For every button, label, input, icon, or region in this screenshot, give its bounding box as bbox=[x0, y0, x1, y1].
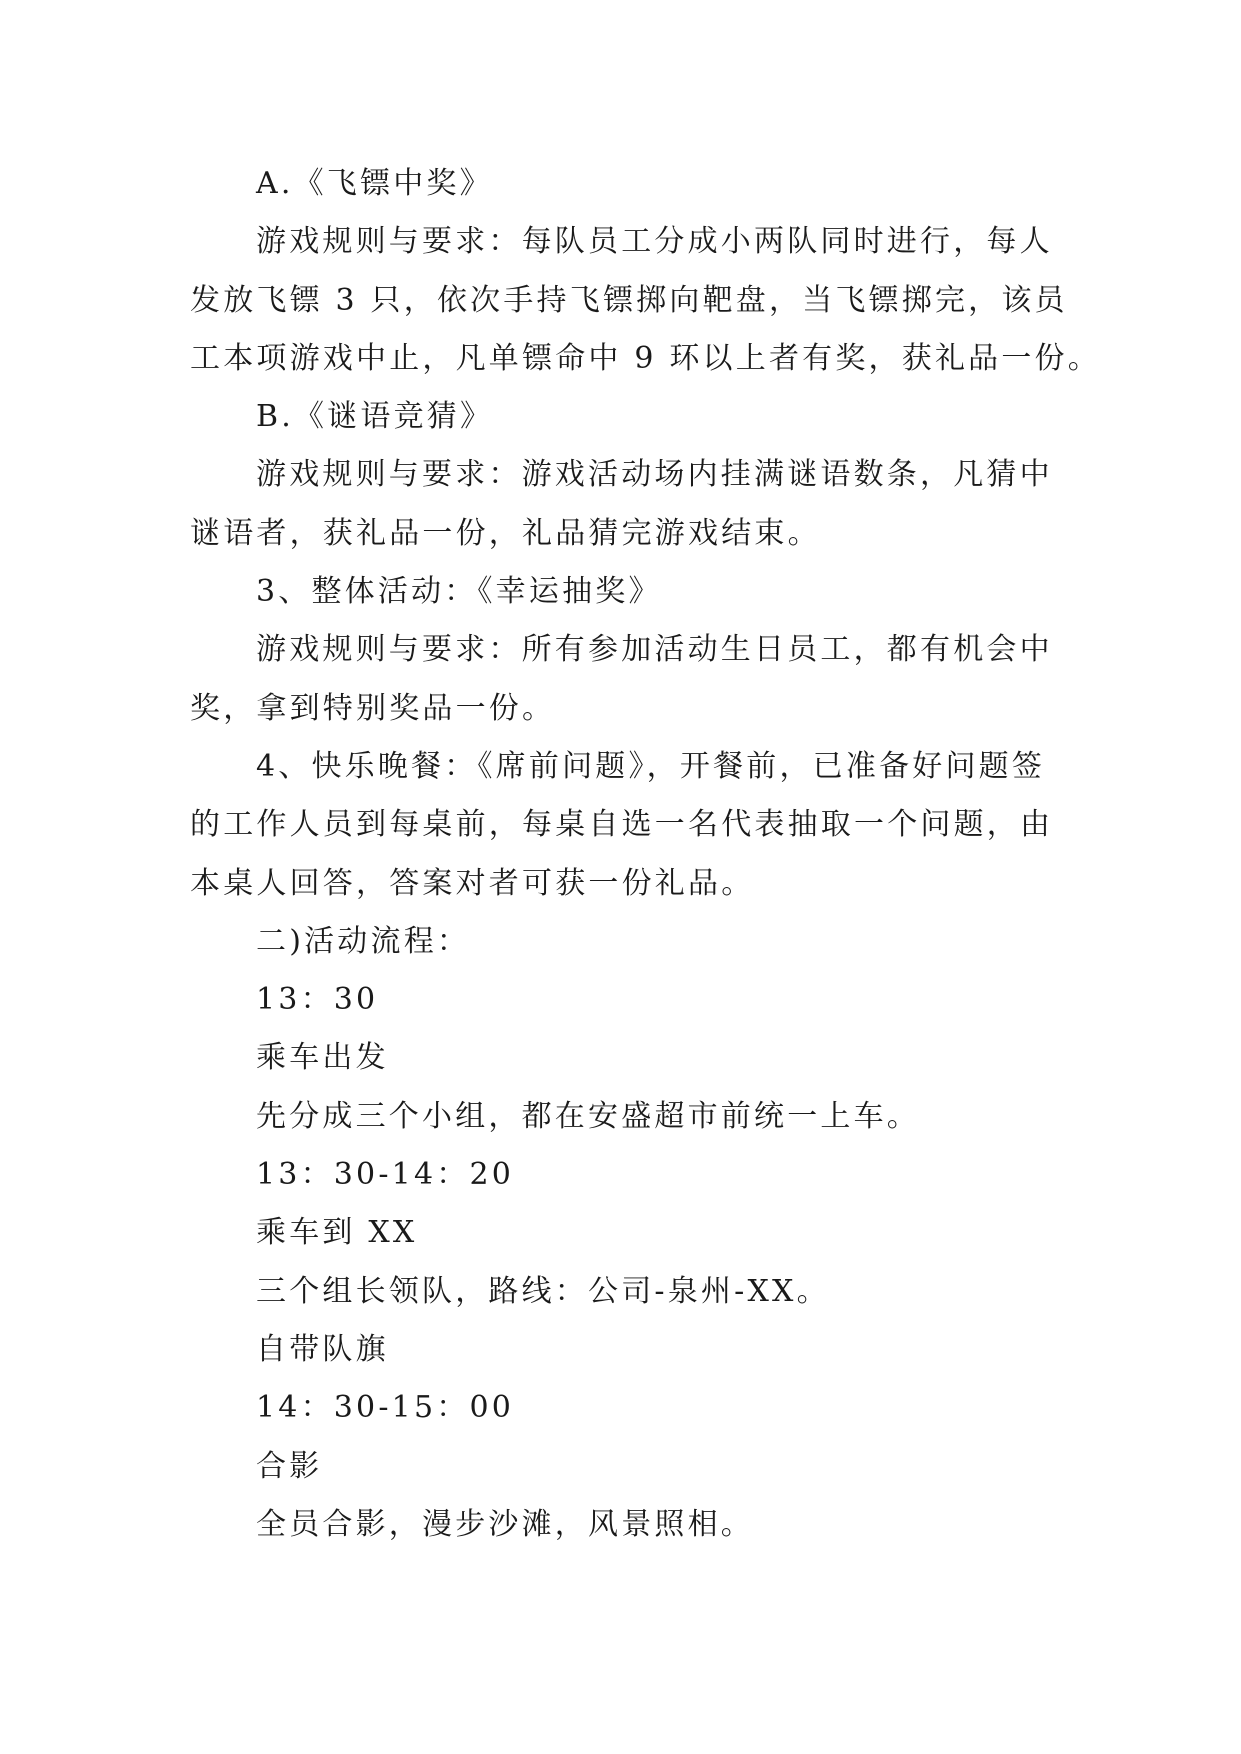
text-line: 工本项游戏中止，凡单镖命中 9 环以上者有奖，获礼品一份。 bbox=[190, 340, 1101, 376]
text-line: 先分成三个小组，都在安盛超市前统一上车。 bbox=[256, 1098, 920, 1134]
document-body bbox=[190, 155, 1101, 1554]
text-line: 本桌人回答，答案对者可获一份礼品。 bbox=[190, 865, 755, 901]
text-line: 奖，拿到特别奖品一份。 bbox=[190, 690, 556, 726]
text-line: 的工作人员到每桌前，每桌自选一名代表抽取一个问题，由 bbox=[190, 807, 1054, 843]
text-line: 13：30-14：20 bbox=[256, 1157, 515, 1193]
text-line: 13：30 bbox=[256, 982, 379, 1018]
text-line: 乘车出发 bbox=[256, 1040, 389, 1076]
text-line: 二)活动流程： bbox=[256, 923, 471, 959]
text-line: 3、整体活动：《幸运抽奖》 bbox=[256, 574, 662, 610]
text-line: 发放飞镖 3 只，依次手持飞镖掷向靶盘，当飞镖掷完，该员 bbox=[190, 282, 1068, 318]
text-line: 合影 bbox=[256, 1448, 323, 1484]
text-line: 游戏规则与要求：所有参加活动生日员工，都有机会中 bbox=[256, 632, 1053, 668]
text-line: 乘车到 XX bbox=[256, 1215, 418, 1251]
text-line: 谜语者，获礼品一份，礼品猜完游戏结束。 bbox=[190, 515, 821, 551]
text-line: 全员合影，漫步沙滩，风景照相。 bbox=[256, 1506, 754, 1542]
text-line: B.《谜语竞猜》 bbox=[256, 399, 494, 435]
text-line: 14：30-15：00 bbox=[256, 1390, 515, 1426]
text-line: 三个组长领队，路线：公司-泉州-XX。 bbox=[256, 1273, 830, 1309]
text-line: 4、快乐晚餐：《席前问题》，开餐前，已准备好问题签 bbox=[256, 748, 1046, 784]
text-line: A.《飞镖中奖》 bbox=[256, 166, 493, 201]
text-line: 游戏规则与要求：每队员工分成小两队同时进行，每人 bbox=[256, 224, 1053, 260]
text-line: 自带队旗 bbox=[256, 1331, 389, 1367]
text-line: 游戏规则与要求：游戏活动场内挂满谜语数条，凡猜中 bbox=[256, 457, 1053, 493]
